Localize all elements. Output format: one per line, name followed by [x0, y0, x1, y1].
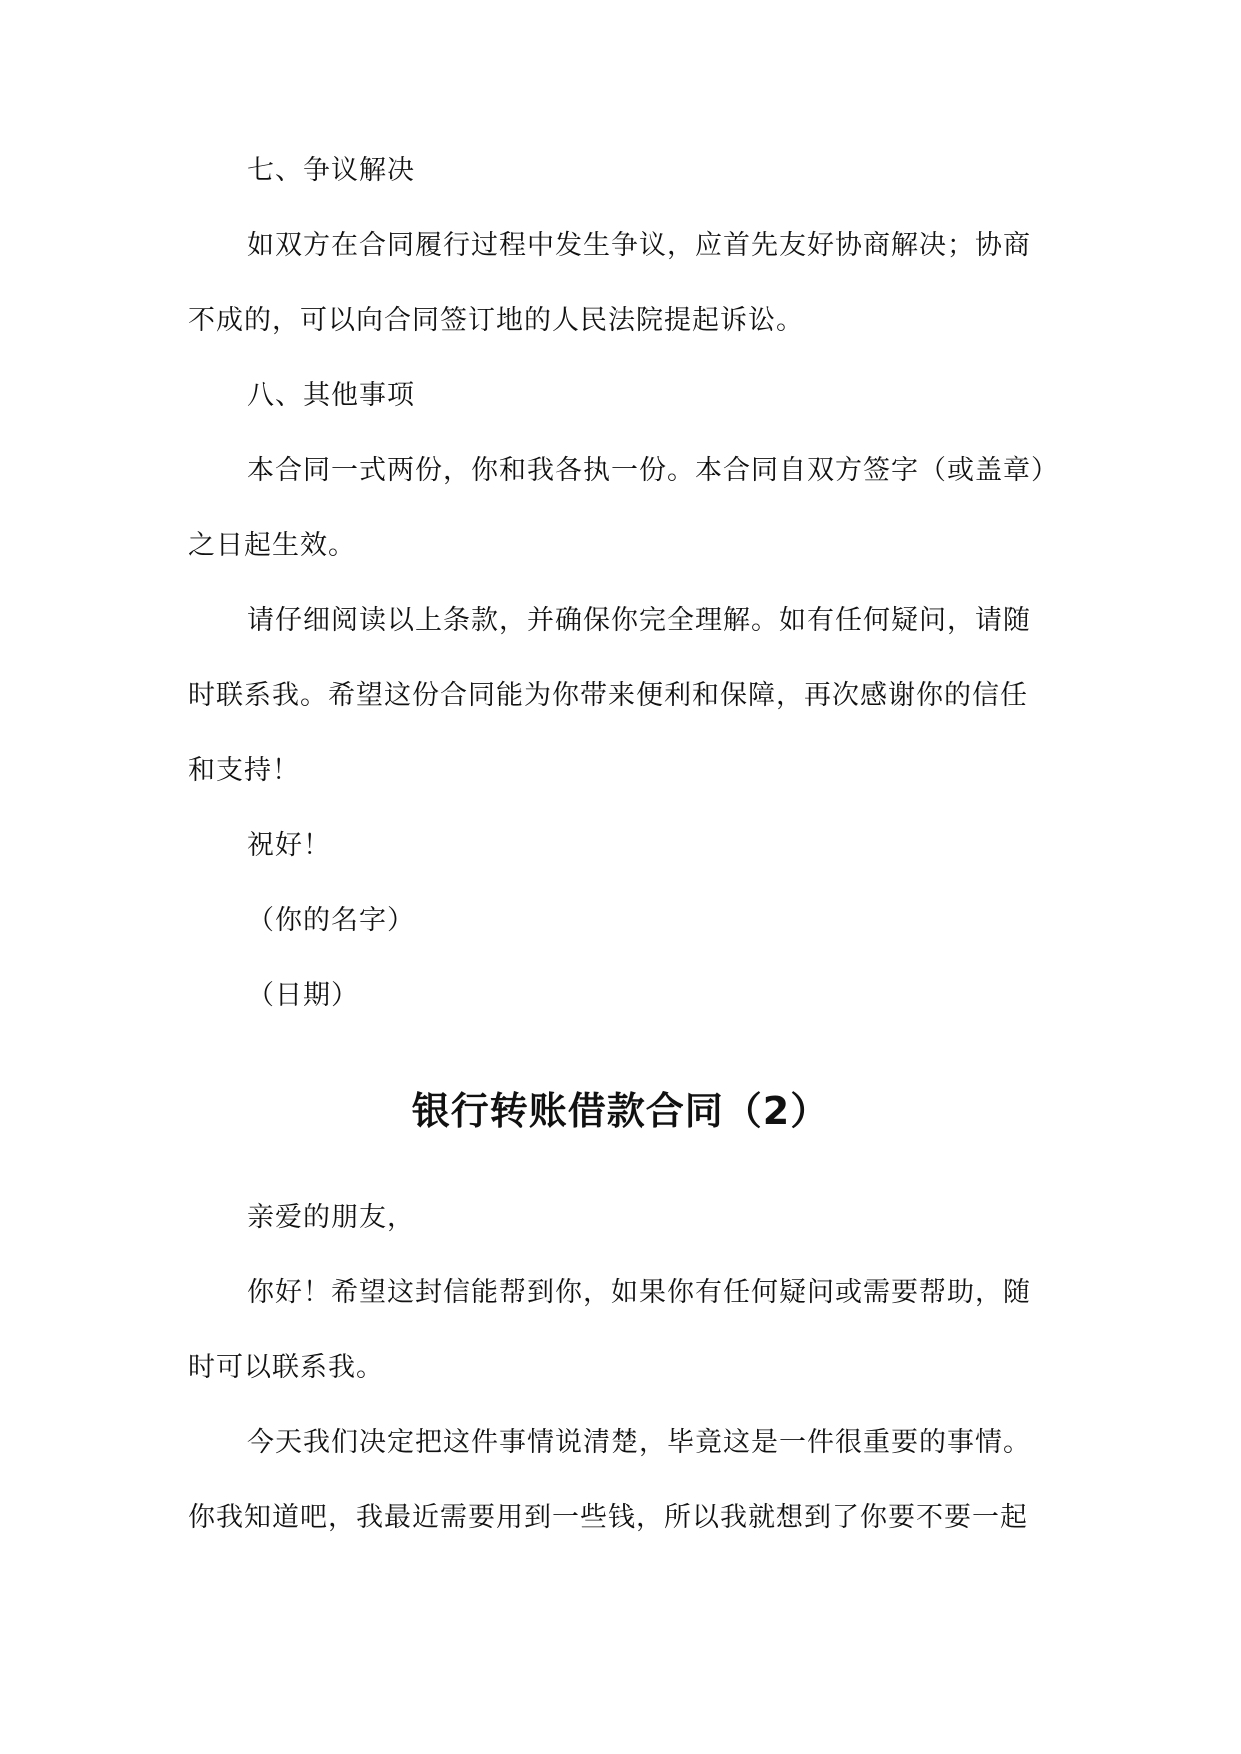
section-8-paragraph-line-1: 本合同一式两份，你和我各执一份。本合同自双方签字（或盖章）	[247, 455, 1059, 486]
section-7-paragraph-line-2: 不成的，可以向合同签订地的人民法院提起诉讼。	[188, 305, 804, 336]
contract-2-paragraph-1-line-2: 时可以联系我。	[188, 1352, 384, 1383]
contract-2-paragraph-2-line-1: 今天我们决定把这件事情说清楚，毕竟这是一件很重要的事情。	[247, 1427, 1031, 1458]
section-7-heading: 七、争议解决	[247, 155, 415, 186]
section-7-paragraph-line-1: 如双方在合同履行过程中发生争议，应首先友好协商解决；协商	[247, 230, 1031, 261]
closing-paragraph-line-3: 和支持！	[188, 755, 300, 786]
regards-line: 祝好！	[247, 830, 331, 861]
signature-date-placeholder: （日期）	[247, 980, 359, 1011]
closing-paragraph-line-2: 时联系我。希望这份合同能为你带来便利和保障，再次感谢你的信任	[188, 680, 1028, 711]
contract-2-paragraph-1-line-1: 你好！希望这封信能帮到你，如果你有任何疑问或需要帮助，随	[247, 1277, 1031, 1308]
closing-paragraph-line-1: 请仔细阅读以上条款，并确保你完全理解。如有任何疑问，请随	[247, 605, 1031, 636]
contract-2-title: 银行转账借款合同（2）	[411, 1089, 830, 1133]
contract-2-greeting: 亲爱的朋友，	[247, 1202, 415, 1233]
contract-2-paragraph-2-line-2: 你我知道吧，我最近需要用到一些钱，所以我就想到了你要不要一起	[188, 1502, 1028, 1533]
section-8-heading: 八、其他事项	[247, 380, 415, 411]
section-8-paragraph-line-2: 之日起生效。	[188, 530, 356, 561]
signature-name-placeholder: （你的名字）	[247, 905, 415, 936]
